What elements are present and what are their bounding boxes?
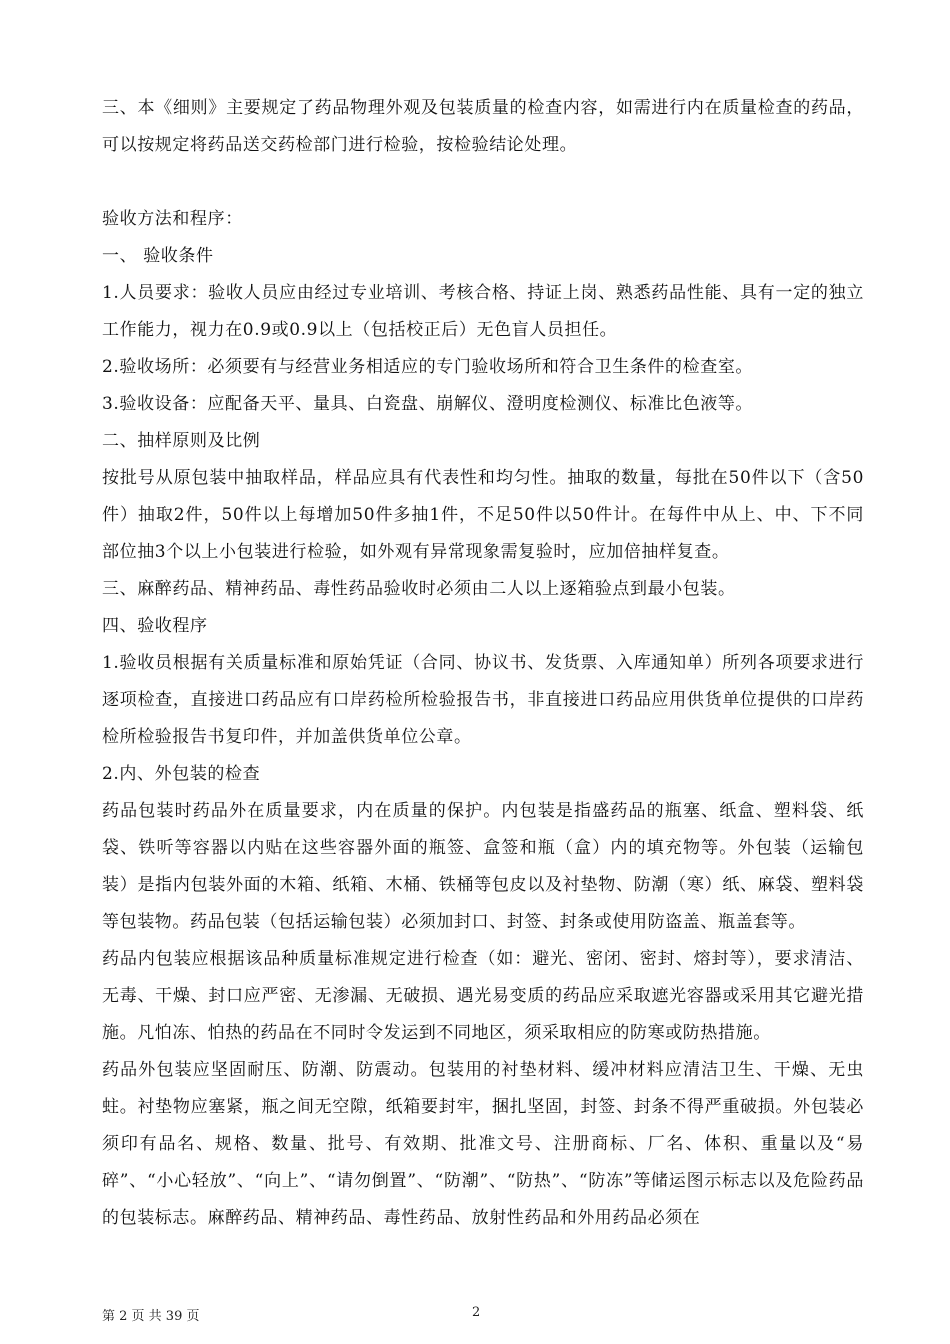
paragraph-outer-packaging: 药品外包装应坚固耐压、防潮、防震动。包装用的衬垫材料、缓冲材料应清洁卫生、干燥、无虫蛀。衬垫物应塞紧，瓶之间无空隙，纸箱要封牢，捆扎坚固，封签、封条不得严重破损。外包装必须印有品名、规格、数量、批号、有效期、批准文号、注册商标、厂名、体积、重量以及“易碎”、“小心轻放”、“向上”、“请勿倒置”、“防潮”、“防热”、“防冻”等储运图示标志以及危险药品的包装标志。麻醉药品、精神药品、毒性药品、放射性药品和外用药品必须在 [102, 1060, 864, 1228]
paragraph-sampling: 按批号从原包装中抽取样品，样品应具有代表性和均匀性。抽取的数量，每批在50件以下（含50件）抽取2件，50件以上每增加50件多抽1件，不足50件以50件计。在每件中从上、中、下不同部位抽3个以上小包装进行检验，如外观有异常现象需复验时，应加倍抽样复查。 [102, 468, 864, 562]
page-footer: 第 2 页 共 39 页 [102, 1309, 200, 1324]
heading-packaging-check: 2.内、外包装的检查 [102, 764, 261, 784]
paragraph-equipment: 3.验收设备：应配备天平、量具、白瓷盘、崩解仪、澄明度检测仪、标准比色液等。 [102, 394, 754, 414]
paragraph-inspection: 1.验收员根据有关质量标准和原始凭证（合同、协议书、发货票、入库通知单）所列各项要求进行逐项检查，直接进口药品应有口岸药检所检验报告书，非直接进口药品应用供货单位提供的口岸药检所检验报告书复印件，并加盖供货单位公章。 [102, 653, 864, 747]
paragraph-personnel: 1.人员要求：验收人员应由经过专业培训、考核合格、持证上岗、熟悉药品性能、具有一定的独立工作能力，视力在0.9或0.9以上（包括校正后）无色盲人员担任。 [102, 283, 864, 340]
heading-sampling: 二、抽样原则及比例 [102, 431, 261, 451]
document-body [102, 90, 864, 1237]
heading-procedure: 四、验收程序 [102, 616, 208, 636]
paragraph-packaging-definition: 药品包装时药品外在质量要求，内在质量的保护。内包装是指盛药品的瓶塞、纸盒、塑料袋、纸袋、铁听等容器以内贴在这些容器外面的瓶签、盒签和瓶（盒）内的填充物等。外包装（运输包装）是指内包装外面的木箱、纸箱、木桶、铁桶等包皮以及衬垫物、防潮（寒）纸、麻袋、塑料袋等包装物。药品包装（包括运输包装）必须加封口、封签、封条或使用防盗盖、瓶盖套等。 [102, 801, 864, 932]
section-heading-methods: 验收方法和程序： [102, 209, 243, 229]
paragraph-site: 2.验收场所：必须要有与经营业务相适应的专门验收场所和符合卫生条件的检查室。 [102, 357, 754, 377]
paragraph-inner-packaging: 药品内包装应根据该品种质量标准规定进行检查（如：避光、密闭、密封、熔封等），要求清洁、无毒、干燥、封口应严密、无渗漏、无破损、遇光易变质的药品应采取遮光容器或采用其它避光措施。凡怕冻、怕热的药品在不同时令发运到不同地区，须采取相应的防寒或防热措施。 [102, 949, 864, 1043]
paragraph-controlled-drugs: 三、麻醉药品、精神药品、毒性药品验收时必须由二人以上逐箱验点到最小包装。 [102, 579, 736, 599]
page-number: 2 [472, 1305, 481, 1320]
paragraph-scope-note: 三、本《细则》主要规定了药品物理外观及包装质量的检查内容，如需进行内在质量检查的药品，可以按规定将药品送交药检部门进行检验，按检验结论处理。 [102, 98, 864, 155]
heading-acceptance-conditions: 一、 验收条件 [102, 246, 214, 266]
